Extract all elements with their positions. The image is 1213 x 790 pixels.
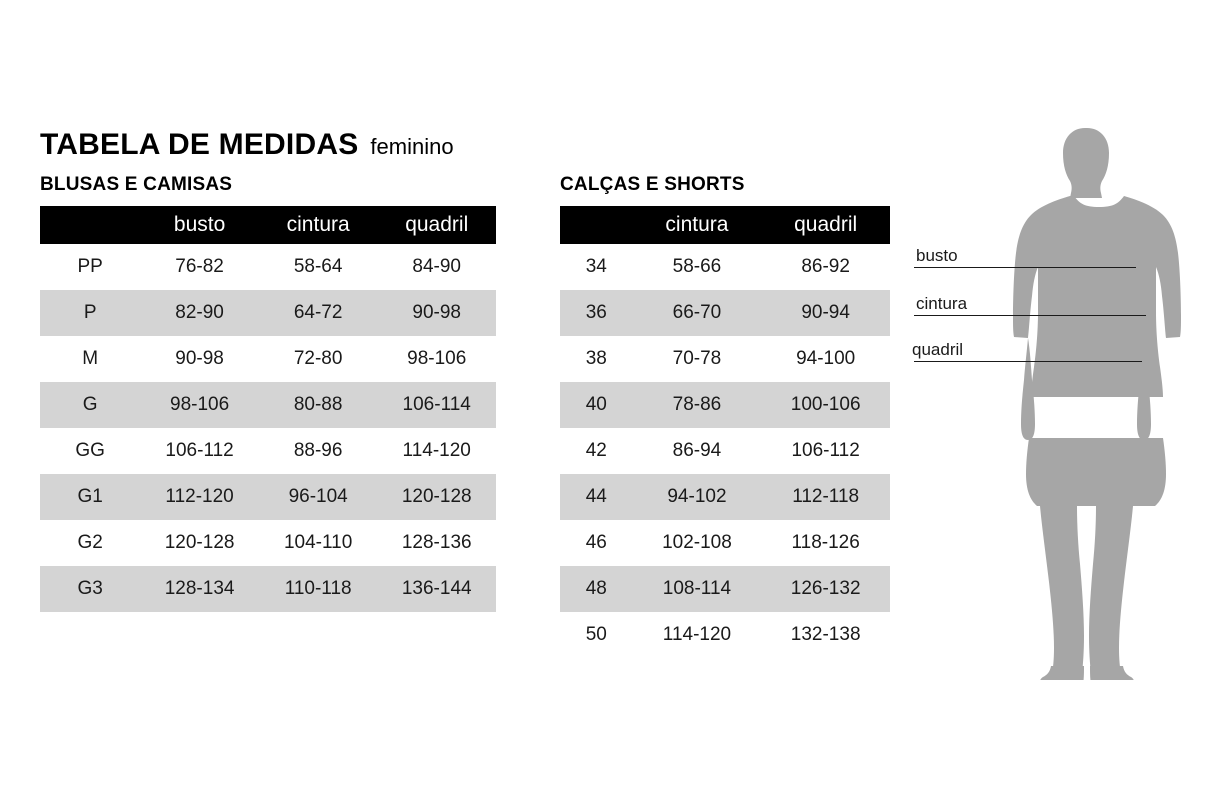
cell-size: 46 bbox=[560, 520, 633, 566]
column-header-cintura: cintura bbox=[259, 206, 378, 244]
column-header-quadril: quadril bbox=[761, 206, 890, 244]
table-row bbox=[40, 290, 496, 336]
cell-quadril: 118-126 bbox=[761, 520, 890, 566]
cell-quadril: 106-112 bbox=[761, 428, 890, 474]
female-silhouette-icon bbox=[900, 120, 1200, 680]
table-header-row bbox=[560, 206, 890, 244]
cell-size: G1 bbox=[40, 474, 140, 520]
table-row bbox=[560, 382, 890, 428]
column-header-cintura: cintura bbox=[633, 206, 762, 244]
column-header-busto: busto bbox=[140, 206, 259, 244]
cell-size: G3 bbox=[40, 566, 140, 612]
cell-size: 48 bbox=[560, 566, 633, 612]
cell-busto: 112-120 bbox=[140, 474, 259, 520]
cell-size: P bbox=[40, 290, 140, 336]
callout-line-cintura bbox=[914, 315, 1146, 316]
cell-quadril: 86-92 bbox=[761, 244, 890, 290]
table-header-row bbox=[40, 206, 496, 244]
cell-quadril: 112-118 bbox=[761, 474, 890, 520]
cell-busto: 106-112 bbox=[140, 428, 259, 474]
callout-label-busto: busto bbox=[916, 246, 958, 265]
cell-quadril: 136-144 bbox=[377, 566, 496, 612]
cell-quadril: 94-100 bbox=[761, 336, 890, 382]
callout-label-cintura: cintura bbox=[916, 294, 968, 313]
column-header-quadril: quadril bbox=[377, 206, 496, 244]
cell-busto: 98-106 bbox=[140, 382, 259, 428]
cell-cintura: 72-80 bbox=[259, 336, 378, 382]
table-row bbox=[560, 336, 890, 382]
cell-quadril: 90-98 bbox=[377, 290, 496, 336]
callout-line-quadril bbox=[914, 361, 1142, 362]
cell-quadril: 120-128 bbox=[377, 474, 496, 520]
bottoms-table-body bbox=[560, 244, 890, 658]
table-row bbox=[40, 244, 496, 290]
table-row bbox=[40, 566, 496, 612]
page-title-sub: feminino bbox=[370, 134, 454, 159]
table-row bbox=[560, 612, 890, 658]
cell-quadril: 98-106 bbox=[377, 336, 496, 382]
column-header-size bbox=[40, 206, 140, 244]
bottoms-table-block bbox=[560, 174, 890, 658]
table-row bbox=[560, 520, 890, 566]
tops-table-body bbox=[40, 244, 496, 612]
page-title bbox=[40, 128, 454, 162]
cell-cintura: 58-64 bbox=[259, 244, 378, 290]
cell-size: PP bbox=[40, 244, 140, 290]
cell-quadril: 132-138 bbox=[761, 612, 890, 658]
callout-label-quadril: quadril bbox=[912, 340, 964, 359]
cell-cintura: 114-120 bbox=[633, 612, 762, 658]
cell-size: M bbox=[40, 336, 140, 382]
table-row bbox=[560, 474, 890, 520]
table-row bbox=[560, 290, 890, 336]
cell-cintura: 88-96 bbox=[259, 428, 378, 474]
cell-busto: 76-82 bbox=[140, 244, 259, 290]
table-row bbox=[560, 244, 890, 290]
cell-size: 34 bbox=[560, 244, 633, 290]
cell-cintura: 58-66 bbox=[633, 244, 762, 290]
cell-busto: 128-134 bbox=[140, 566, 259, 612]
column-header-size bbox=[560, 206, 633, 244]
cell-quadril: 100-106 bbox=[761, 382, 890, 428]
cell-cintura: 66-70 bbox=[633, 290, 762, 336]
table-row bbox=[560, 428, 890, 474]
cell-cintura: 86-94 bbox=[633, 428, 762, 474]
cell-size: G bbox=[40, 382, 140, 428]
cell-quadril: 106-114 bbox=[377, 382, 496, 428]
table-row bbox=[40, 520, 496, 566]
cell-cintura: 96-104 bbox=[259, 474, 378, 520]
table-row bbox=[560, 566, 890, 612]
tops-table-block bbox=[40, 174, 496, 612]
table-row bbox=[40, 382, 496, 428]
table-row bbox=[40, 474, 496, 520]
cell-busto: 90-98 bbox=[140, 336, 259, 382]
cell-quadril: 114-120 bbox=[377, 428, 496, 474]
cell-busto: 120-128 bbox=[140, 520, 259, 566]
tops-heading: BLUSAS E CAMISAS bbox=[40, 174, 233, 195]
cell-cintura: 64-72 bbox=[259, 290, 378, 336]
cell-cintura: 108-114 bbox=[633, 566, 762, 612]
cell-cintura: 80-88 bbox=[259, 382, 378, 428]
cell-size: G2 bbox=[40, 520, 140, 566]
tops-table-head bbox=[40, 206, 496, 244]
cell-cintura: 104-110 bbox=[259, 520, 378, 566]
table-row bbox=[40, 428, 496, 474]
cell-size: 50 bbox=[560, 612, 633, 658]
cell-cintura: 78-86 bbox=[633, 382, 762, 428]
page-title-main: TABELA DE MEDIDAS bbox=[40, 128, 359, 161]
cell-busto: 82-90 bbox=[140, 290, 259, 336]
callout-line-busto bbox=[914, 267, 1136, 268]
table-row bbox=[40, 336, 496, 382]
tops-size-table bbox=[40, 206, 496, 612]
cell-cintura: 102-108 bbox=[633, 520, 762, 566]
measurement-figure bbox=[900, 120, 1200, 680]
cell-size: 42 bbox=[560, 428, 633, 474]
bottoms-heading: CALÇAS E SHORTS bbox=[560, 174, 745, 195]
cell-quadril: 126-132 bbox=[761, 566, 890, 612]
cell-quadril: 90-94 bbox=[761, 290, 890, 336]
cell-quadril: 84-90 bbox=[377, 244, 496, 290]
cell-size: 36 bbox=[560, 290, 633, 336]
cell-size: GG bbox=[40, 428, 140, 474]
bottoms-size-table bbox=[560, 206, 890, 658]
cell-cintura: 70-78 bbox=[633, 336, 762, 382]
cell-size: 38 bbox=[560, 336, 633, 382]
cell-cintura: 94-102 bbox=[633, 474, 762, 520]
bottoms-table-head bbox=[560, 206, 890, 244]
cell-size: 40 bbox=[560, 382, 633, 428]
cell-size: 44 bbox=[560, 474, 633, 520]
cell-quadril: 128-136 bbox=[377, 520, 496, 566]
cell-cintura: 110-118 bbox=[259, 566, 378, 612]
